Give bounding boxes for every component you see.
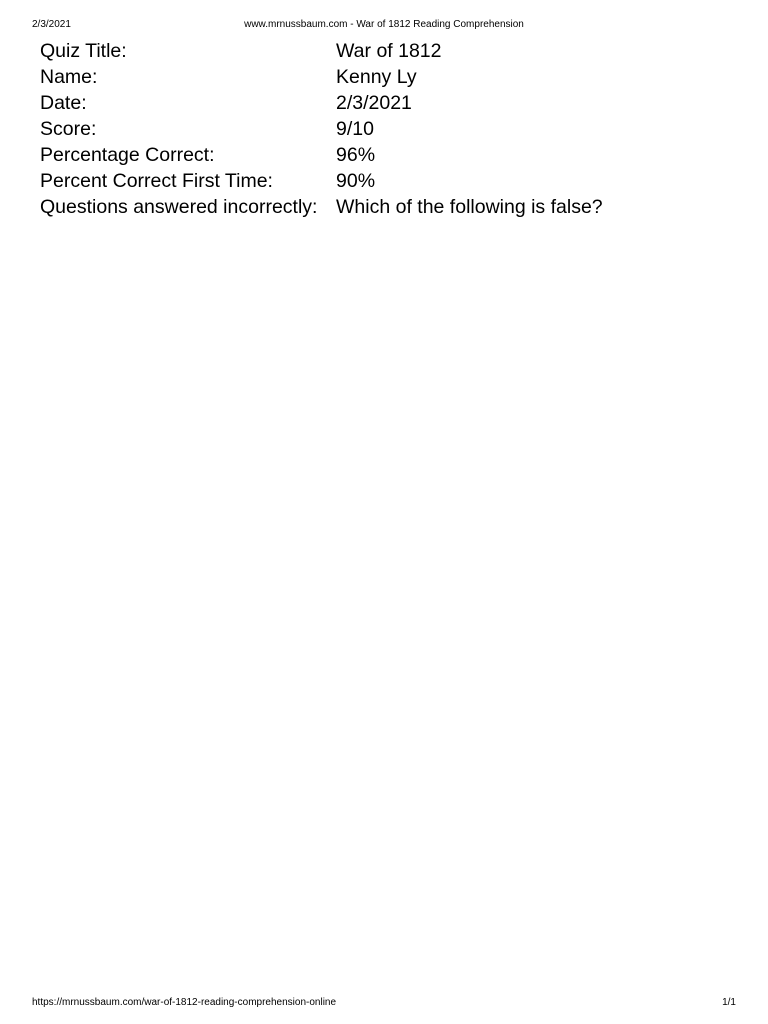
result-label: Name: bbox=[40, 66, 98, 88]
result-value: 90% bbox=[336, 170, 376, 192]
quiz-results bbox=[40, 38, 740, 220]
print-source-url: https://mrnussbaum.com/war-of-1812-reading-comprehension-online bbox=[32, 997, 337, 1008]
result-label: Quiz Title: bbox=[40, 40, 127, 62]
result-value: Which of the following is false? bbox=[336, 196, 603, 218]
result-row-percent-first-time bbox=[40, 168, 740, 194]
result-row-quiz-title bbox=[40, 38, 740, 64]
result-label: Date: bbox=[40, 92, 87, 114]
result-label: Percent Correct First Time: bbox=[40, 170, 273, 192]
print-footer bbox=[32, 996, 736, 1010]
result-label: Percentage Correct: bbox=[40, 144, 215, 166]
result-row-score bbox=[40, 116, 740, 142]
result-label: Score: bbox=[40, 118, 97, 140]
result-row-date bbox=[40, 90, 740, 116]
result-value: 9/10 bbox=[336, 118, 374, 140]
result-value: 2/3/2021 bbox=[336, 92, 412, 114]
print-page-number: 1/1 bbox=[722, 997, 736, 1008]
print-date: 2/3/2021 bbox=[32, 19, 71, 30]
result-value: Kenny Ly bbox=[336, 66, 417, 88]
result-row-percentage-correct bbox=[40, 142, 740, 168]
result-value: War of 1812 bbox=[336, 40, 442, 62]
result-row-name bbox=[40, 64, 740, 90]
result-label: Questions answered incorrectly: bbox=[40, 196, 318, 218]
print-page-title: www.mrnussbaum.com - War of 1812 Reading Comprehension bbox=[244, 19, 524, 30]
print-header bbox=[32, 18, 736, 32]
result-row-incorrect-questions bbox=[40, 194, 740, 220]
result-value: 96% bbox=[336, 144, 376, 166]
